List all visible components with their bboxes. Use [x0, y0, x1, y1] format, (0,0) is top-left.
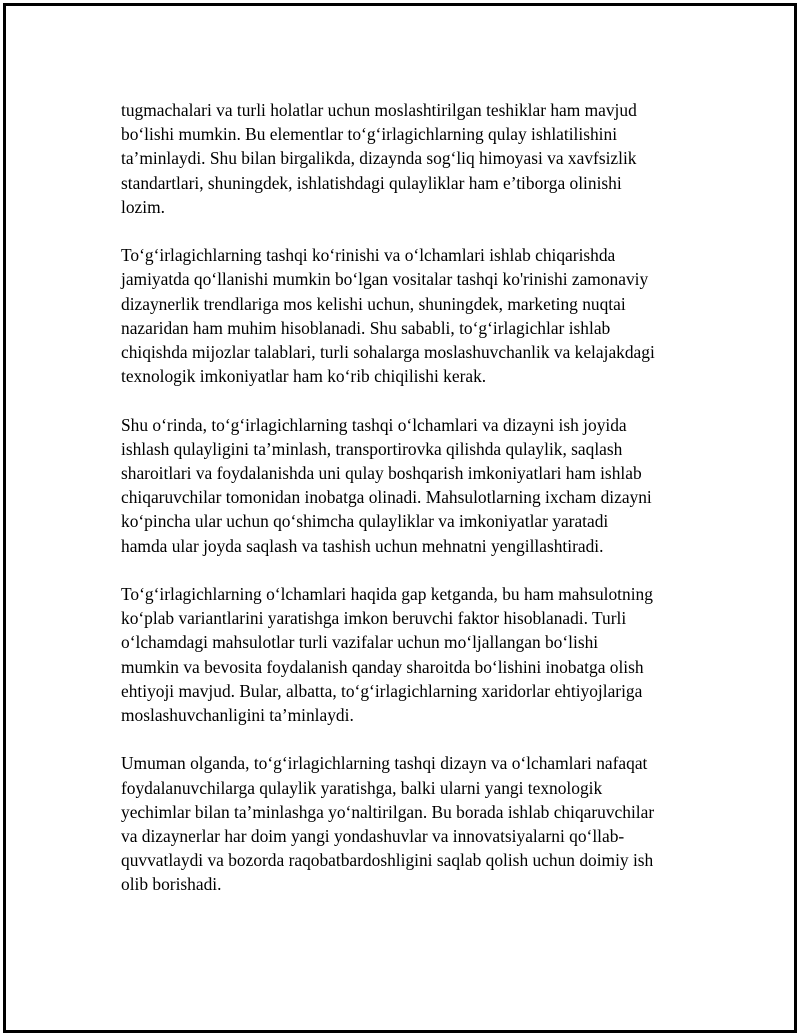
paragraph-5: Umuman olganda, to‘g‘irlagichlarning tashqi dizayn va o‘lchamlari nafaqat foydalanuvchilarga qulaylik yaratishga, balki ularni yangi texnologik yechimlar bilan ta’minlashga yo‘naltirilgan. Bu borada ishlab chiqaruvchilar va dizaynerlar har doim yangi yondashuvlar va innovatsiyalarni qo‘llab- quvvatlaydi va bozorda raqobatbardoshligini saqlab qolish uchun doimiy ish olib borishadi.	[121, 753, 655, 895]
paragraph-2: To‘g‘irlagichlarning tashqi ko‘rinishi va o‘lchamlari ishlab chiqarishda jamiyatda qo‘llanishi mumkin bo‘lgan vositalar tashqi ko'rinishi zamonaviy dizaynerlik trendlariga mos kelishi uchun, shuningdek, marketing nuqtai nazaridan ham muhim hisoblanadi. Shu sababli, to‘g‘irlagichlar ishlab chiqishda mijozlar talablari, turli sohalarga moslashuvchanlik va kelajakdagi texnologik imkoniyatlar ham ko‘rib chiqilishi kerak.	[121, 245, 655, 387]
paragraph-3: Shu o‘rinda, to‘g‘irlagichlarning tashqi o‘lchamlari va dizayni ish joyida ishlash qulayligini ta’minlash, transportirovka qilishda qulaylik, saqlash sharoitlari va foydalanishda uni qulay boshqarish imkoniyatlari ham ishlab chiqaruvchilar tomonidan inobatga olinadi. Mahsulotlarning ixcham dizayni ko‘pincha ular uchun qo‘shimcha qulayliklar va imkoniyatlar yaratadi hamda ular joyda saqlash va tashish uchun mehnatni yengillashtiradi.	[121, 414, 652, 556]
document-body	[121, 98, 681, 897]
paragraph-4: To‘g‘irlagichlarning o‘lchamlari haqida gap ketganda, bu ham mahsulotning ko‘plab variantlarini yaratishga imkon beruvchi faktor hisoblanadi. Turli o‘lchamdagi mahsulotlar turli vazifalar uchun mo‘ljallangan bo‘lishi mumkin va bevosita foydalanish qanday sharoitda bo‘lishini inobatga olish ehtiyoji mavjud. Bular, albatta, to‘g‘irlagichlarning xaridorlar ehtiyojlariga moslashuvchanligini ta’minlaydi.	[121, 584, 653, 726]
paragraph-1: tugmachalari va turli holatlar uchun moslashtirilgan teshiklar ham mavjud bo‘lishi mumkin. Bu elementlar to‘g‘irlagichlarning qulay ishlatilishini ta’minlaydi. Shu bilan birgalikda, dizaynda sog‘liq himoyasi va xavfsizlik standartlari, shuningdek, ishlatishdagi qulayliklar ham e’tiborga olinishi lozim.	[121, 100, 637, 217]
page-border	[3, 3, 797, 1033]
